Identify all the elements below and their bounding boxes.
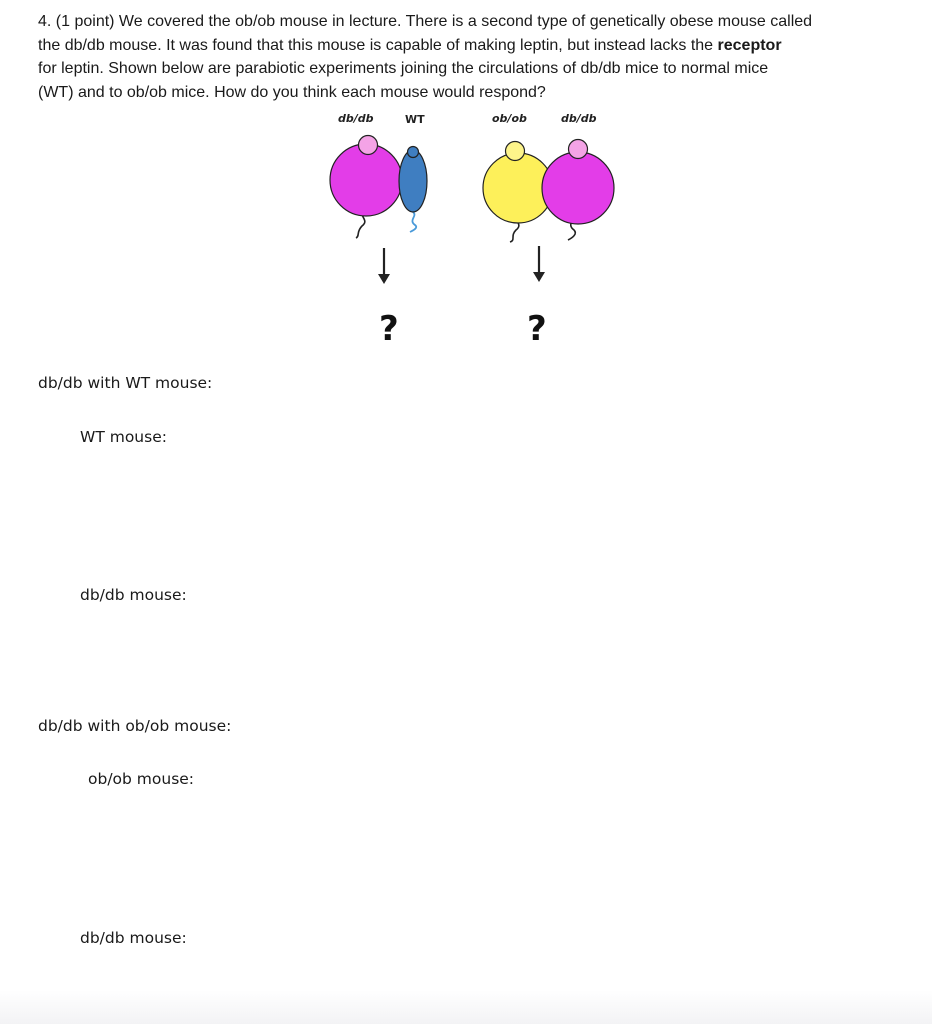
- section1-wt-label: WT mouse:: [80, 428, 167, 446]
- question-line-2: [38, 34, 908, 58]
- pair2-dbdb-mouse: [542, 140, 614, 241]
- question-line-4: (WT) and to ob/ob mice. How do you think each mouse would respond?: [38, 83, 546, 101]
- section2-dbdb-label: db/db mouse:: [80, 929, 187, 947]
- pair2-dbdb-label: db/db: [561, 112, 597, 125]
- pair1-result-question-mark: ?: [379, 309, 399, 349]
- pair1-wt-label: WT: [405, 113, 425, 126]
- question-text: [38, 10, 908, 104]
- pair2-arrow: [533, 246, 545, 282]
- receptor-bold-text: receptor: [717, 36, 782, 54]
- question-line-1: 4. (1 point) We covered the ob/ob mouse in lecture. There is a second type of genetically obese mouse called: [38, 13, 813, 30]
- pair1-arrow: [378, 248, 390, 284]
- section2-obob-label: ob/ob mouse:: [88, 770, 195, 788]
- section2-title: db/db with ob/ob mouse:: [38, 717, 232, 735]
- pair1-wt-mouse: [399, 147, 427, 233]
- pair1-dbdb-label: db/db: [338, 112, 374, 125]
- parabiosis-figure: [320, 108, 630, 358]
- section1-dbdb-label: db/db mouse:: [80, 586, 187, 604]
- pair1-dbdb-mouse: [330, 136, 402, 239]
- pair2-result-question-mark: ?: [527, 309, 547, 349]
- question-line-3: for leptin. Shown below are parabiotic experiments joining the circulations of db/db mice to normal mice: [38, 60, 769, 77]
- page-bottom-edge: [0, 990, 932, 1024]
- parabiosis-drawing: [320, 108, 630, 358]
- pair2-obob-label: ob/ob: [492, 112, 527, 125]
- question-line-2-text: the db/db mouse. It was found that this mouse is capable of making leptin, but instead lacks the: [38, 36, 718, 54]
- section1-title: db/db with WT mouse:: [38, 374, 213, 392]
